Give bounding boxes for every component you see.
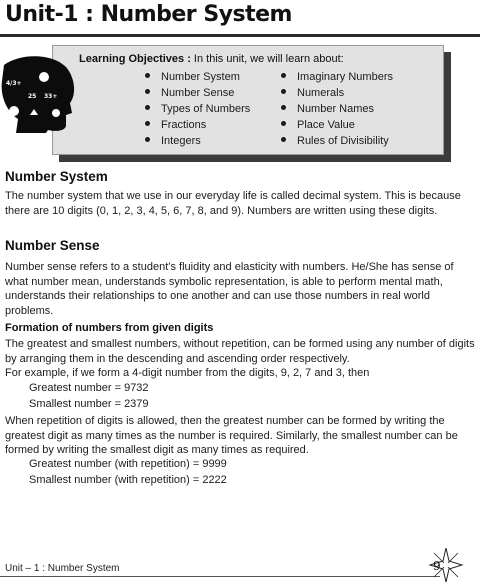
objective-item: Types of Numbers <box>145 101 250 117</box>
footer-unit-label: Unit – 1 : Number System <box>5 563 120 574</box>
greatest-number-line: Greatest number = 9732 <box>29 382 149 394</box>
objective-item: Rules of Divisibility <box>281 133 393 149</box>
objective-item: Numerals <box>281 85 393 101</box>
number-sense-paragraph: Number sense refers to a student’s fluidity and elasticity with numbers. He/She has sense of what number mean, understands symbolic representation, is able to perform mental math, understands their relationships to one another and can use those numbers in real world problems. <box>5 261 454 317</box>
number-system-paragraph: The number system that we use in our everyday life is called decimal system. This is because there are 10 digits (0, 1, 2, 3, 4, 5, 6, 7, 8, and 9). Numbers are written using these digits. <box>5 190 461 217</box>
formation-paragraph-1: The greatest and smallest numbers, without repetition, can be formed using any number of digits by arranging them in the descending and ascending order respectively. <box>5 338 475 365</box>
objective-item: Integers <box>145 133 250 149</box>
section-heading-number-sense: Number Sense <box>5 238 100 253</box>
objective-item: Fractions <box>145 117 250 133</box>
bullet-icon <box>281 121 286 126</box>
footer-rule <box>0 576 440 577</box>
formation-paragraph-3: When repetition of digits is allowed, then the greatest number can be formed by writing the greatest digit as many times as the number is required. Similarly, the smallest number can be formed by writing the smallest digit as many times as required. <box>5 415 458 456</box>
greatest-repetition-line: Greatest number (with repetition) = 9999 <box>29 458 227 470</box>
bullet-icon <box>145 105 150 110</box>
objectives-heading-bold: Learning Objectives : <box>79 53 191 65</box>
bullet-icon <box>281 105 286 110</box>
bullet-icon <box>145 121 150 126</box>
objectives-heading-text: In this unit, we will learn about: <box>190 53 344 65</box>
objectives-list-right <box>281 69 393 149</box>
thinking-head-icon <box>0 55 76 133</box>
bullet-icon <box>145 89 150 94</box>
svg-text:25: 25 <box>28 93 37 100</box>
smallest-repetition-line: Smallest number (with repetition) = 2222 <box>29 474 227 486</box>
page-title: Unit-1 : Number System <box>5 2 292 27</box>
objective-item: Imaginary Numbers <box>281 69 393 85</box>
formation-heading: Formation of numbers from given digits <box>5 322 214 334</box>
smallest-number-line: Smallest number = 2379 <box>29 398 149 410</box>
objective-item: Number Sense <box>145 85 250 101</box>
bullet-icon <box>281 73 286 78</box>
objective-item: Number System <box>145 69 250 85</box>
formation-paragraph-2: For example, if we form a 4-digit number from the digits, 9, 2, 7 and 3, then <box>5 367 370 379</box>
bullet-icon <box>281 137 286 142</box>
objective-item: Place Value <box>281 117 393 133</box>
objectives-box <box>52 45 444 155</box>
bullet-icon <box>281 89 286 94</box>
title-rule <box>0 34 480 37</box>
svg-text:33+: 33+ <box>44 93 58 100</box>
bullet-icon <box>145 137 150 142</box>
page-number: 9 <box>433 559 441 573</box>
svg-text:4/3+: 4/3+ <box>6 80 22 87</box>
section-heading-number-system: Number System <box>5 169 108 184</box>
objectives-list-left <box>145 69 250 149</box>
objectives-heading <box>79 53 344 65</box>
objective-item: Number Names <box>281 101 393 117</box>
bullet-icon <box>145 73 150 78</box>
